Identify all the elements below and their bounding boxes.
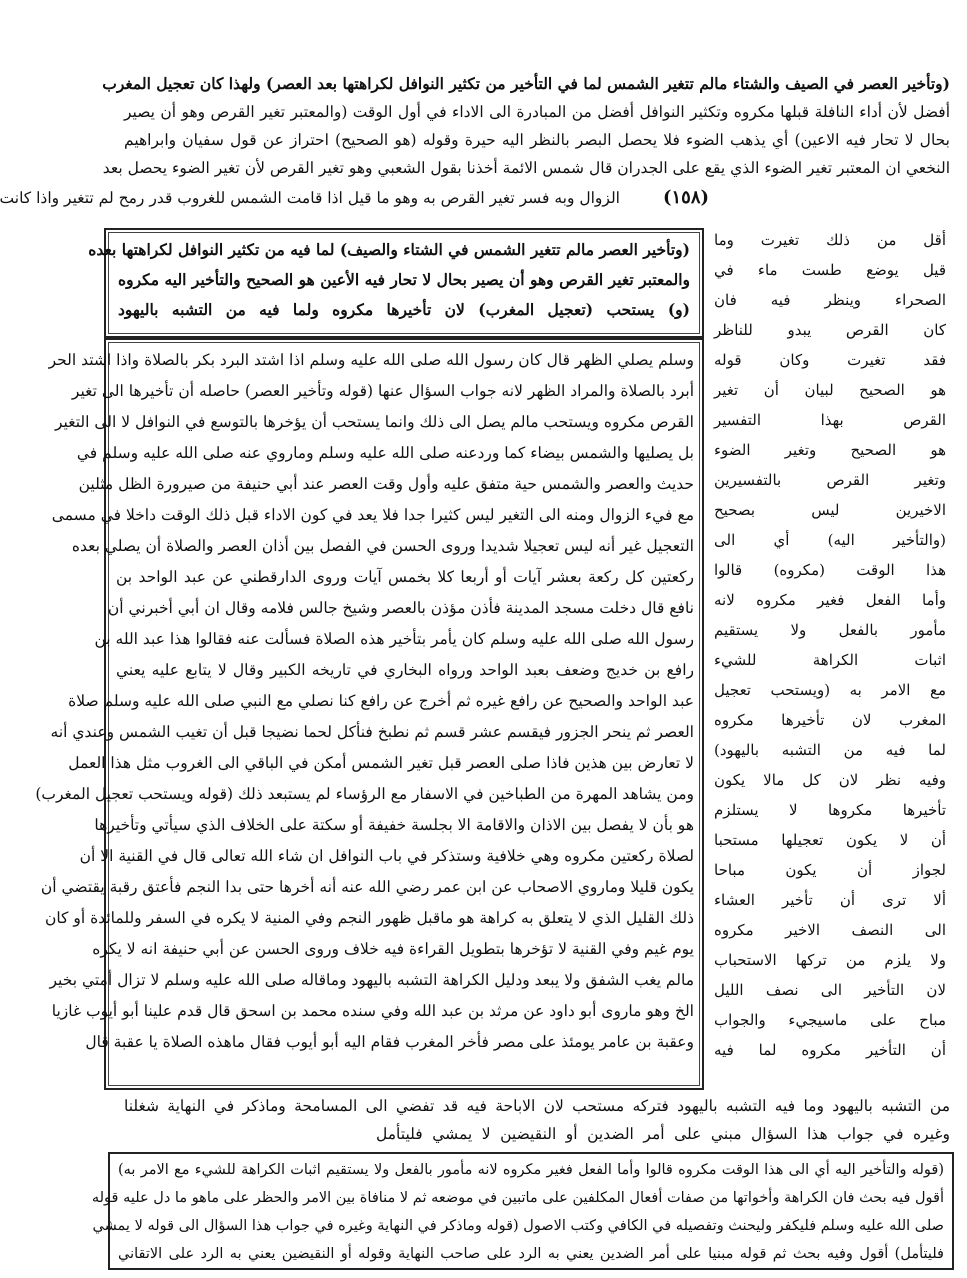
text-line: مع فيء الزوال ومنه الى التغير ليس كثيرا جدا فلا يعد في كون الاداء قبل ذلك الوقت داخلا في مسمى [51, 506, 694, 524]
text-line: بل يصليها والشمس بيضاء كما وردعنه صلى الله عليه وسلم وماروي عنه صلى الله عليه وسلم في [76, 444, 694, 462]
text-line: اثبات الكراهة للشيء [714, 651, 946, 669]
text-line: فليتأمل) أقول وفيه بحث ثم قوله مبنيا على أمر الضدين يعني به الرد على صاحب النهاية وقوله أو النقيضين يعني به الرد على الاتقاني [118, 1246, 944, 1262]
text-line: ذلك القليل الذي لا يتعلق به كراهة هو ماقبل ظهور النجم وفي المنية لا يكره في السفر وللمائدة أو كان [44, 909, 694, 927]
text-line: ومن يشاهد المهرة من الطباخين في الاسفار مع الرؤساء لم يستبعد ذلك (قوله ويستحب تعجيل المغرب) [35, 785, 694, 803]
text-line: الى النصف الاخير مكروه [714, 921, 946, 939]
text-line: أن لا يكون تعجيلها مستحبا [714, 831, 946, 849]
text-line: القرص مكروه ويستحب مالم يصل الى ذلك وانما يستحب أن يؤخرها بالتوسع في النوافل لا الى التغير [55, 413, 694, 431]
text-line: مباح على ماسيجيء والجواب [714, 1011, 946, 1029]
text-line: رافع بن خديج وضعف بعبد الواحد ورواه البخاري في تاريخه الكبير وقال لا يتابع عليه يعني [116, 661, 694, 679]
text-line: الاخيرين ليس بصحيح [714, 501, 946, 519]
text-line: مأمور بالفعل ولا يستقيم [714, 621, 946, 639]
text-line: أفضل لأن أداء النافلة قبلها مكروه وتكثير النوافل أفضل من المبادرة الى الاداء في أول الوقت (والمعتبر تغير القرص وهو أن يصير [124, 103, 951, 121]
text-line: هو بأن لا يفصل بين الاذان والاقامة الا بجلسة خفيفة أو سكتة على الخلاف الذي سيأتي وتأخيرها [94, 816, 694, 834]
text-line: يكون قليلا وماروي الاصحاب عن ابن عمر رضي الله عنه أنه أخرها حتى بدا النجم فأعتق رقبة يقتضي أن [40, 878, 694, 896]
text-line: ركعتين كل ركعة بعشر آيات أو أربعا كلا بخمس آيات وروى الدارقطني عن عبد الواحد بن [116, 568, 694, 586]
text-line: وتغير القرص بالتفسيرين [714, 471, 946, 489]
text-line: بحال لا تحار فيه الاعين) أي يذهب الضوء فلا يحصل البصر بالنظر اليه حيرة وقوله (هو الصحيح) احتراز عن قول سفيان وابراهيم [124, 131, 950, 149]
text-line: قيل يوضع طست ماء في [714, 261, 946, 279]
text-line: التعجيل غير أنه ليس تعجيلا شديدا وروى الحسن في الفصل بين أذان العصر والصلاة أن يصلي بعده [71, 537, 694, 555]
page-number: (١٥٨) [662, 187, 710, 208]
text-line: (قوله والتأخير اليه أي الى هذا الوقت مكروه قالوا وأما الفعل فغير مكروه لانه مأمور بالفعل ولا يستقيم اثبات الكراهة للشيء مع الامر به) [118, 1162, 944, 1178]
text-line: حديث والعصر والشمس حية متفق عليه وأول وقت العصر عند أبي حنيفة من صيرورة الظل مثلين [78, 475, 694, 493]
text-line: عبد الواحد والصحيح عن رافع غيره ثم أخرج عن رافع كنا نصلي مع النبي صلى الله عليه وسلم صلاة [68, 692, 694, 710]
text-line: (وتأخير العصر مالم تتغير الشمس في الشتاء والصيف) لما فيه من تكثير النوافل لكراهتها بعده [88, 240, 690, 259]
text-line: النخعي ان المعتبر تغير الضوء الذي يقع على الجدران قال شمس الائمة أخذنا بقول الشعبي وهو تغير القرص لأن تغير الضوء يحصل بعد [102, 159, 950, 177]
text-line: (و) يستحب (تعجيل المغرب) لان تأخيرها مكروه ولما فيه من التشبه باليهود [118, 300, 690, 319]
text-line: وفيه نظر لان كل مالا يكون [714, 771, 946, 789]
text-line: لا تعارض بين هذين فاذا صلى العصر قبل تغير الشمس أمكن في الباقي الى الغروب مثل هذا العمل [68, 754, 694, 772]
text-line: لان التأخير الى نصف الليل [714, 981, 946, 999]
text-line: أبرد بالصلاة والمراد الظهر لانه جواب السؤال عنها (قوله وتأخير العصر) حاصله أن تأخيرها الى تغير [71, 382, 694, 400]
text-line: أقول فيه بحث فان الكراهة وأخواتها من صفات أفعال المكلفين على ماتبين في موضعه ثم لا منافاة بين الامر والحظر على ماهو ما دل عليه قوله [91, 1190, 944, 1206]
text-line: مالم يغب الشفق ولا يبعد ودليل الكراهة التشبه باليهود وماقاله صلى الله عليه وسلم لا تزال أمتي بخير [49, 971, 694, 989]
text-line: وسلم يصلي الظهر قال كان رسول الله صلى الله عليه وسلم اذا اشتد البرد بكر بالصلاة واذا اشتد الحر [48, 351, 694, 369]
text-line: نافع قال دخلت مسجد المدينة فأذن مؤذن بالعصر وشيخ جالس فلامه وقال ان أبي أخبرني أن [107, 599, 694, 617]
text-line: الصحراء وينظر فيه فان [714, 291, 946, 309]
text-line: ألا ترى أن تأخير العشاء [714, 891, 946, 909]
text-line: هذا الوقت (مكروه) قالوا [714, 561, 946, 579]
text-line: رسول الله صلى الله عليه وسلم كان يأمر بتأخير هذه الصلاة فسألت عنه فقالوا هذا عبد الله بن [94, 630, 694, 648]
text-line: لصلاة ركعتين مكروه وهي خلافية وستذكر في باب النوافل ان شاء الله تعالى قال في القنية الا أن [79, 847, 694, 865]
text-line: وغيره في جواب هذا السؤال مبني على أمر الضدين أو النقيضين لا يمشي فليتأمل [376, 1125, 950, 1143]
text-line: وعقبة بن عامر يومئذ على مصر فأخر المغرب فقام اليه أبو أيوب فقال ماهذه الصلاة يا عقبة قال [85, 1033, 694, 1051]
text-line: صلى الله عليه وسلم فليكفر وليحنث وتفصيله في الكافي وكتب الاصول (قوله وماذكر في النهاية وغيره في جواب هذا السؤال الى قوله لا يمشي [92, 1218, 944, 1234]
text-line: الخ وهو ماروى أبو داود عن مرثد بن عبد الله وفي سنده محمد بن اسحق قال قدم علينا أبو أيوب غازيا [51, 1002, 694, 1020]
text-line: ولا يلزم من تركها الاستحباب [714, 951, 946, 969]
text-line: المغرب لان تأخيرها مكروه [714, 711, 946, 729]
text-line: لجواز أن يكون مباحا [714, 861, 946, 879]
text-line: من التشبه باليهود وما فيه التشبه باليهود فتركه مستحب لان الاباحة فيه قد تفضي الى المسامحة وماذكر في النهاية شغلنا [124, 1097, 950, 1115]
text-line: كان القرص يبدو للناظر [714, 321, 946, 339]
text-line: وأما الفعل فغير مكروه لانه [714, 591, 946, 609]
text-line: يوم غيم وفي القنية لا تؤخرها بتطويل القراءة فيه خلاف وروى الحسن عن أبي حنيفة انه لا يكره [92, 940, 694, 958]
text-line: والمعتبر تغير القرص وهو أن يصير بحال لا تحار فيه الأعين هو الصحيح والتأخير اليه مكروه [118, 270, 690, 289]
text-line: مع الامر به (ويستحب تعجيل [714, 681, 946, 699]
text-line: فقد تغيرت وكان قوله [714, 351, 946, 369]
text-line: الزوال وبه فسر تغير القرص به وهو ما قيل اذا قامت الشمس للغروب قدر رمح لم تتغير واذا كانت [0, 189, 620, 207]
text-line: هو الصحيح وتغير الضوء [714, 441, 946, 459]
text-line: القرص بهذا التفسير [714, 411, 946, 429]
text-line: (وتأخير العصر في الصيف والشتاء مالم تتغير الشمس لما في التأخير من تكثير النوافل لكراهتها بعد العصر) ولهذا كان تعجيل المغرب [102, 74, 950, 93]
text-line: أن التأخير مكروه لما فيه [714, 1041, 946, 1059]
text-line: تأخيرها مكروها لا يستلزم [714, 801, 946, 819]
text-line: هو الصحيح لبيان أن تغير [714, 381, 946, 399]
text-line: لما فيه من التشبه باليهود) [714, 741, 946, 759]
text-line: (والتأخير اليه) أي الى [714, 531, 946, 549]
text-line: العصر ثم ينحر الجزور فيقسم عشر قسم ثم نطبخ فنأكل لحما نضيجا قبل أن تغيب الشمس وعندي أنه [50, 723, 694, 741]
text-line: أقل من ذلك تغيرت وما [714, 231, 946, 249]
